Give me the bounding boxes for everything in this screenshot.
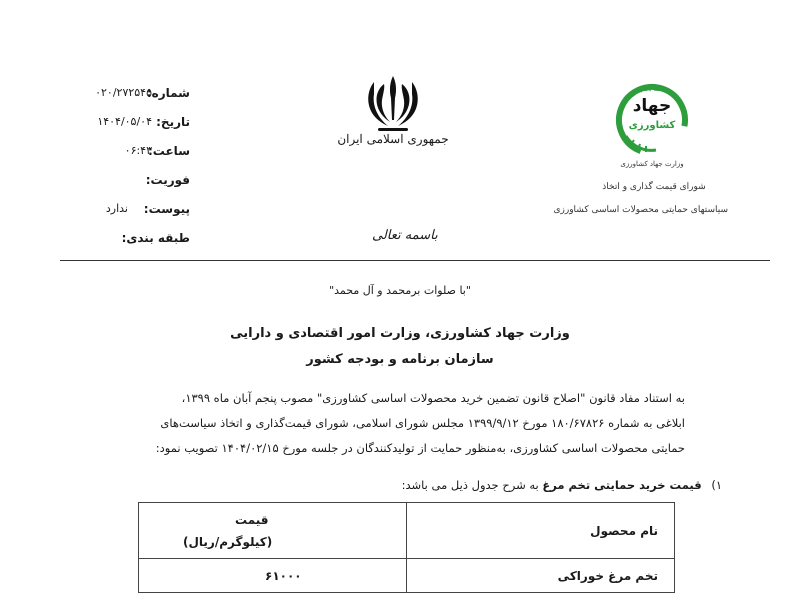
logo-badge-sub: کشاورزی <box>628 120 676 131</box>
col-price-unit: (کیلوگرم/ریال) <box>183 534 273 549</box>
meta-date-label: تاریخ: <box>156 115 190 129</box>
meta-number-value: ۰۲۰/۲۷۲۵۴۵ <box>95 86 152 99</box>
letter-body <box>105 386 685 461</box>
meta-classification-label: طبقه بندی: <box>121 231 190 245</box>
meta-urgency-label: فوریت: <box>145 173 190 187</box>
logo-badge-main: جهاد <box>632 96 672 116</box>
price-table <box>138 502 675 593</box>
meta-classification <box>40 231 190 253</box>
meta-attachment-value: ندارد <box>105 202 128 215</box>
logo-badge-top: همه باهم <box>640 86 664 93</box>
body-line-3: حمایتی محصولات اساسی کشاورزی، به‌منظور حمایت از تولیدکنندگان در جلسه مورخ ۱۴۰۴/۰۲/۱۵ تصویب نمود: <box>155 441 685 455</box>
addressee-line2: سازمان برنامه و بودجه کشور <box>306 352 494 367</box>
col-product-label: نام محصول <box>590 523 658 538</box>
emblem-caption: جمهوری اسلامی ایران <box>337 132 449 146</box>
col-price-header <box>139 503 407 559</box>
meta-attachment-label: پیوست: <box>143 202 190 216</box>
col-price-label: قیمت <box>235 512 269 527</box>
logo-ministry: وزارت جهاد کشاورزی <box>620 160 684 168</box>
addressee-line1: وزارت جهاد کشاورزی، وزارت امور اقتصادی و دارایی <box>230 326 570 341</box>
table-row <box>139 559 675 593</box>
meta-time-label: ساعت: <box>147 144 190 158</box>
product-cell: تخم مرغ خوراکی <box>407 559 675 593</box>
invocation: باسمه تعالی <box>372 228 438 243</box>
item-1-rest: به شرح جدول ذیل می باشد: <box>401 478 543 492</box>
salavat-line: "با صلوات برمحمد و آل محمد" <box>329 284 471 297</box>
col-product-header <box>407 503 675 559</box>
logo-council-line2: سیاستهای حمایتی محصولات اساسی کشاورزی <box>553 205 728 215</box>
header-divider <box>60 260 770 261</box>
body-line-1: به استناد مفاد قانون "اصلاح قانون تضمین خرید محصولات اساسی کشاورزی" مصوب پنجم آبان ماه ۱۳۹۹، <box>181 391 685 405</box>
meta-time <box>40 144 190 166</box>
meta-date-value: ۱۴۰۴/۰۵/۰۴ <box>97 115 152 128</box>
meta-number-label: شماره: <box>146 86 190 100</box>
table-header-row <box>139 503 675 559</box>
meta-time-value: ۰۶:۴۳ <box>124 144 152 157</box>
item-1-number: ۱) <box>711 478 722 492</box>
item-1 <box>402 478 722 492</box>
logo-council-line1: شورای قیمت گذاری و اتخاذ <box>602 182 706 192</box>
price-cell: ۶۱۰۰۰ <box>139 559 407 593</box>
meta-date <box>40 115 190 137</box>
meta-attachment <box>40 202 190 224</box>
meta-urgency <box>40 173 190 195</box>
body-line-2: ابلاغی به شماره ۱۸۰/۶۷۸۲۶ مورخ ۱۳۹۹/۹/۱۲ مجلس شورای اسلامی، شورای قیمت‌گذاری و اتخاذ سیاست‌های <box>160 416 685 430</box>
item-1-bold: قیمت خرید حمایتی تخم مرغ <box>542 478 702 492</box>
meta-number <box>40 86 190 108</box>
iran-emblem-icon <box>362 72 424 138</box>
